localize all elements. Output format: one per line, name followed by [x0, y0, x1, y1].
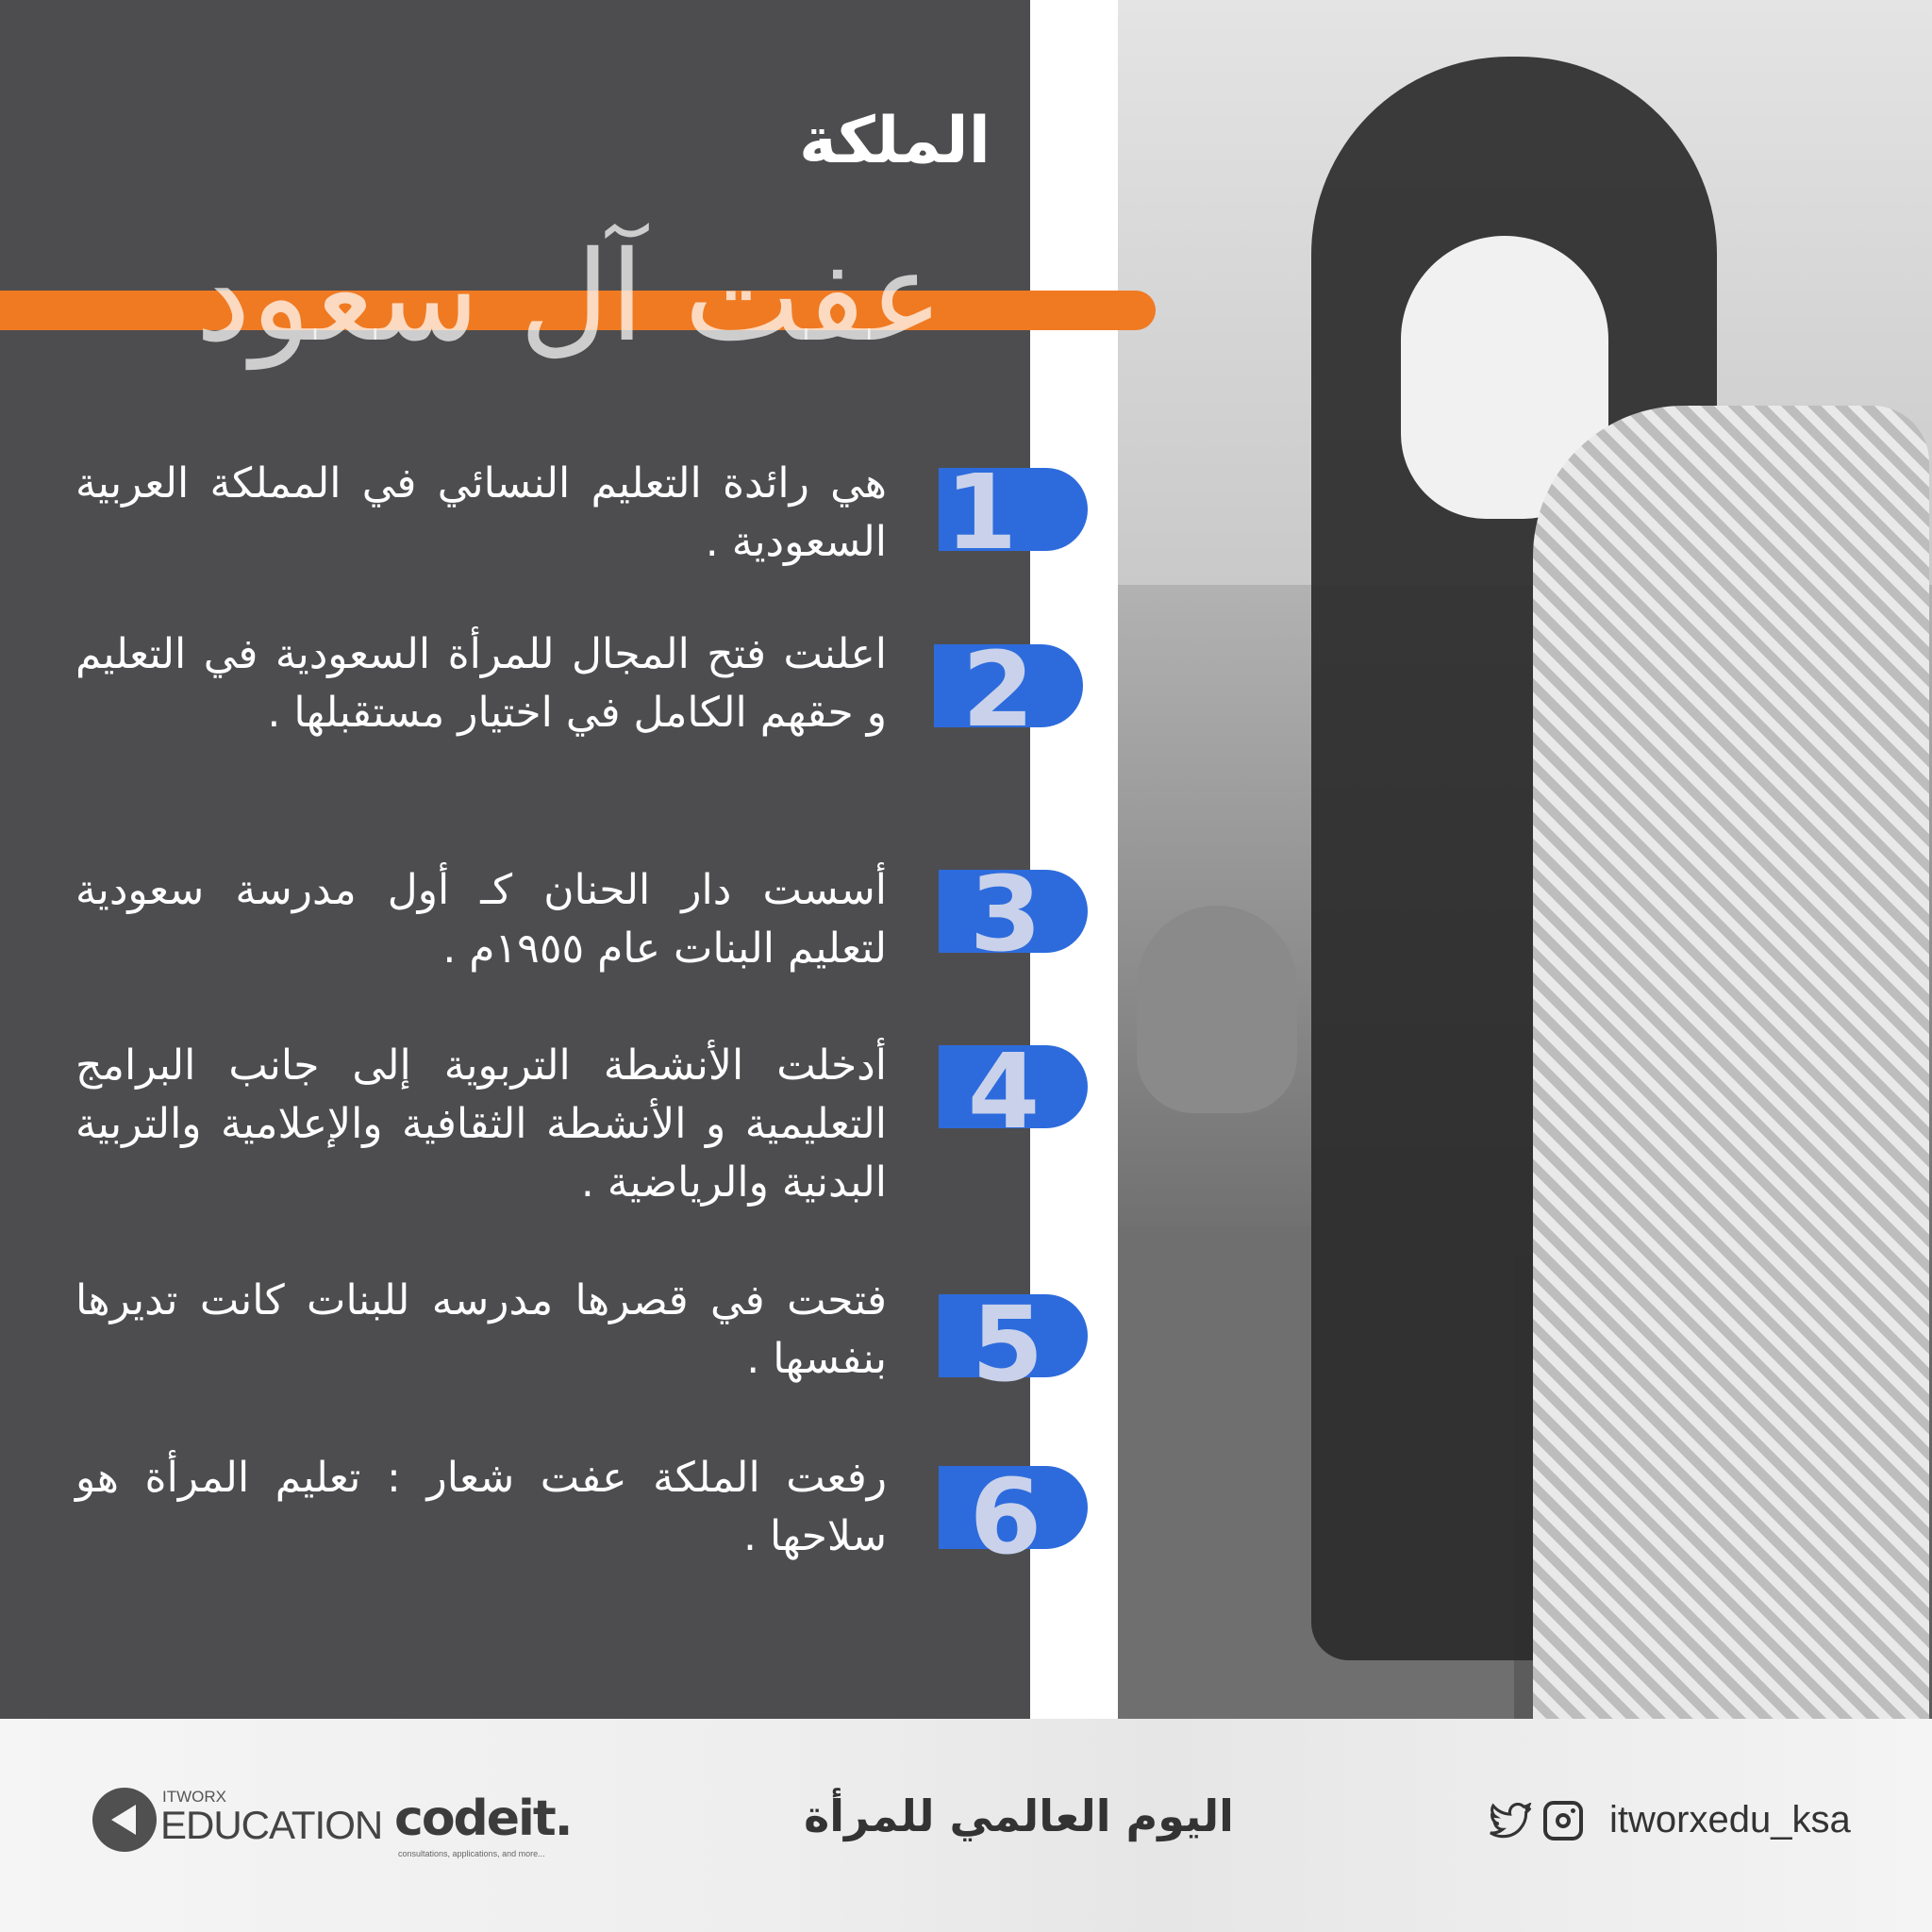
- title-main: عفت آل سعود: [195, 225, 943, 370]
- itworx-logo-icon: [92, 1788, 157, 1852]
- twitter-icon[interactable]: [1489, 1803, 1532, 1840]
- codeit-tagline: consultations, applications, and more...: [398, 1849, 545, 1858]
- number-badge-label: 5: [971, 1284, 1044, 1405]
- list-item-text: فتحت في قصرها مدرسه للبنات كانت تديرها بنفسها .: [75, 1276, 887, 1383]
- footer-title: اليوم العالمي للمرأة: [804, 1790, 1234, 1841]
- number-badge-label: 3: [969, 854, 1042, 974]
- itworx-education-logo: [92, 1788, 383, 1863]
- historical-photo: [1118, 0, 1932, 1719]
- social-handle[interactable]: [1489, 1797, 1904, 1854]
- number-badge-label: 6: [969, 1457, 1042, 1577]
- itworx-logo-big-text: EDUCATION: [160, 1803, 383, 1847]
- number-badge-label: 4: [967, 1031, 1041, 1152]
- list-item-text: أسست دار الحنان كـ أول مدرسة سعودية لتعليم البنات عام ١٩٥٥م .: [75, 866, 887, 973]
- codeit-logo-text: codeit.: [394, 1790, 572, 1847]
- number-badge-label: 2: [961, 629, 1035, 750]
- list-item-text: رفعت الملكة عفت شعار : تعليم المرأة هو سلاحها .: [75, 1454, 887, 1560]
- codeit-logo: [394, 1790, 572, 1866]
- title-small: الملكة: [799, 104, 991, 178]
- list-item-text: اعلنت فتح المجال للمرأة السعودية في التعليم و حقهم الكامل في اختيار مستقبلها .: [75, 630, 887, 737]
- number-badge-label: 1: [944, 452, 1018, 573]
- social-handle-text[interactable]: itworxedu_ksa: [1609, 1799, 1851, 1840]
- list-item-text: هي رائدة التعليم النسائي في المملكة العربية السعودية .: [75, 459, 887, 566]
- list-item-text: أدخلت الأنشطة التربوية إلى جانب البرامج التعليمية و الأنشطة الثقافية والإعلامية والتربية البدنية والرياضية .: [75, 1041, 887, 1207]
- photo-child: [1137, 906, 1297, 1113]
- itworx-logo-small-text: ITWORX: [162, 1788, 226, 1806]
- photo-figure-coat: [1533, 406, 1929, 1719]
- instagram-icon[interactable]: [1543, 1801, 1583, 1840]
